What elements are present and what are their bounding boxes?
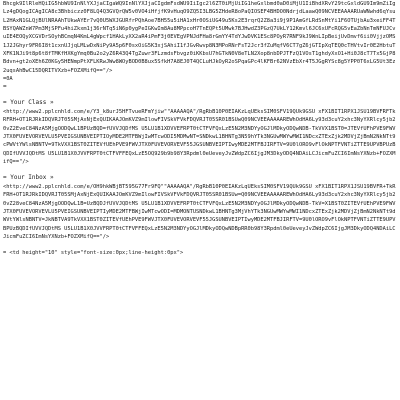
separator-equals: =: [3, 83, 7, 91]
source-text-block-class-link: <http://www2.pplcnhld.com/e/Y3_k8urJ5HFTvueRFmYjiw""AAAAAQA"/RgRbB10P0EIAKzLqUEksSIM0SFV19QUk9GSU xFX1BIT1RPX1JSU19BVFRFTkRFRH+OT1RJRkIDQVRJT05SMjAxNjExQUIKAAJOmKVZ9mIlowFIVSkVFVkFDQVRJT05SR01BSUwQ09NCVEEAAAAAREWhOdHA6Ly93d3cuY2xhc3NyYXRlcy5jb20vZ2EveC84NzA5MjgOODQwL1BPUzBQD=fUVVJQDfMS U5LU1B1XDVVEFRPT0tCTFVFQxLzE5N2M3NDYyOGJlMDkyODQwNDB-TkVVX1BST0=JTEVfUFhPVE9FWVJTX0FUVEVORVEVLU5PVEIGSUNBVEIPTIOyMDE2MTFBWjIwMTcwODI5MDMwNT=SNDkwL1BHNTg3N59hYTk3NGUwMWYwMWI1NDcxZTExZjk2MDVjZjBmN2NkNTt9cPWVtYWlsNBNTV=9TkVXX1BST0ZITEVfUEhPVE9FWVJTX0FUVEVORVEVF55JGSUNBVEIPTIwyMDE2MTFBJIRFTV=9U0lORO9vFlOkNPTFVNTiZTTE9UPVBPUzBQDIfUVVJQDtMS U5LU1B1X0JVVFRPT0tCTFVFFEQxLzE5OQ929b9b98Y3Rpdml0eUeveyJvZWdpZC6IjgJM3DkyODQ4NDAiLCJicmFuZCI6ImNsYXNzb+FOZXMifQ=="/>: [3, 108, 396, 165]
blank-line: [3, 241, 398, 249]
blank-line: [3, 91, 398, 99]
blank-line: [3, 166, 398, 174]
source-text-td-line: = <td height="10" style="font-size:0px;line-height:0px">: [3, 250, 184, 257]
section-label-your-class: = Your Class »: [3, 99, 54, 107]
source-text-block-inbox-link: <http://www2.pplcnhld.com/e/OH9hkWBjBT595G77Fr9FQ""AAAAAQA"/RgRbB10P0EIAKzLqUEksSIM0SFV19QUk9GSU xFX1BIT1RPX1JSU19BVFR+TkRFRH+OT1RJRkIDQVRJT05SMjAxNjExQUIKAAJOmKVZ9mIlowFIVSkVFVkFDQVRJT05SR01BSUw=Q09NCVEEAAAAAREWhOdHA6Ly93d3cuY2xhc3NyYXRlcy5jb20vZ28veC84NzA5MjgOODQwL1B=UzBQDJfUVVJQDtMS U5LU1B1XDVVEFRPT0tCTFVFQxLzE5N2M3NDYyOGJlMDkyODQwNDB-TkV=X1BST0ZITEVfUEhPVE9FWVJTX0FUVEVORVEVLU5PVEIGSUNBVEIPTIyMDE2MTFBWjIwMTcwODI=MDMONTUSNDkwL1BHNTg3MjVhYTk3NGUwMWYwMWI1NDcxZTExZjk2MDVjZjBmN2NkNTt9dWVtYWlsNBNTV=JkNBTVA9TkVXX1BST0ZITEVfUEhPVE9FWVJTX0FUVEVORVEVF55JGSUNBVEIPTIwyMDE2MTFBJIRFTV=9U0lORO9vFlOkNPTFVNTiZTTE9UPVBPUzBQDIfUVVJQDtMS U5LU1B1X0JVVFRPT0tCTFVFFEQxLzE5N2M3NDYyOGJlMDkyODQwNDBpRR0b98Y3Rpdml0eUeveyJvZWdpZC6IjgJM3DkyODQ4NDAiLCJicmFuZCI6ImNsYXNzb+FOZXMifQ=="/>: [3, 183, 396, 240]
source-text-block-top: Bhcgk9IlRleHQiIG5hbWU9InNlYXJjaCIgaWQ9InNlYXJjaCIgdmFsdWU9IiIgc2l6ZT0iMjUiIG1heGxlbmd0aD0iMjU1IiBhdXRvY29tcGxldGU9Im9mZiIgLz4gDQogICAgICA8c3Bhbiczz0F8LQ4Q3GVQrQW5v0VO4iHfjfK9vHuqO9ZQ5I3LBG5ZHdeR8oPaQIOSEF4BHDO0NdrjdLaawQ09NCVEEAAAARUaWNwhd6qYsuL2HAxN1GLQjBUlNRAAhTUkwAYEr7vQ0U5WXJGURfrPQhAoe7BH55u5iHA1xHr0OSiUG49u5Ks2E3rqrQ2Z8a3i9j9P1AmGfLRdSnMtYi1F6OTUjbAu3xeiFF4TBSYQAWZnW7Pm3MjSPFu4hiZkxm1j36rNTq5iN6p0ygPeIGKwIm8Au8MPpcoH7TnEQPt5UMwk7BJHwdZ3PGzQ7UkLY12Kmvl6JC6xUFcRQG5vEaZbNnTmNFUJCvuIE4EOQyXCGVDrSOyhBCmqN4KmL4gWpcf1HAkLyXX2aR4iPmF3j0EVEgVPNJdFHa8rGmYY4TdYJwDVK1ESc8POyR7RNF9kJ9WnLIpBeijUvDmvf6ii0VjjzOMS1J2JGhyr9FR6I8t1cxnUJjqLMLwDxNiPy9A5p6F0sxOiG5K3xjSAhiI1fJGvRwvp8N3MPoRNrFsT2Jcr3fZuMqfV6CT7gZ6jGTIpXqTEQ0cTHVtvIr0E2HbtuTXFK1NJi9t8p6t8fTMKfHXKgYmq0Bu2o2yZ6R43Q4TgZuwr3FLzmdsFbvgz0iKKbsU7hGTkN0V8eTLN2Xop8nbDPJTFzQ1VOsT1ghdyXxO1+Hi0J8cT7Tx5GjP8Bdvn+gt2oXEh6Z0KGy5HENmpPtXFLKRwJWw8WOyBOD0B8ux5SfkH7A8EJ0T4QCLuHJkOyR2oSPqaGPc4lKFBr62NVzEbXr4T5JGgRYSc8g5YPP0T6xLG5Ut3Ez2uqsAhBwC15DQRITVXzb+FOZXMifQ=="/> =0A: [3, 1, 396, 83]
section-label-your-inbox: = Your Inbox »: [3, 174, 54, 182]
